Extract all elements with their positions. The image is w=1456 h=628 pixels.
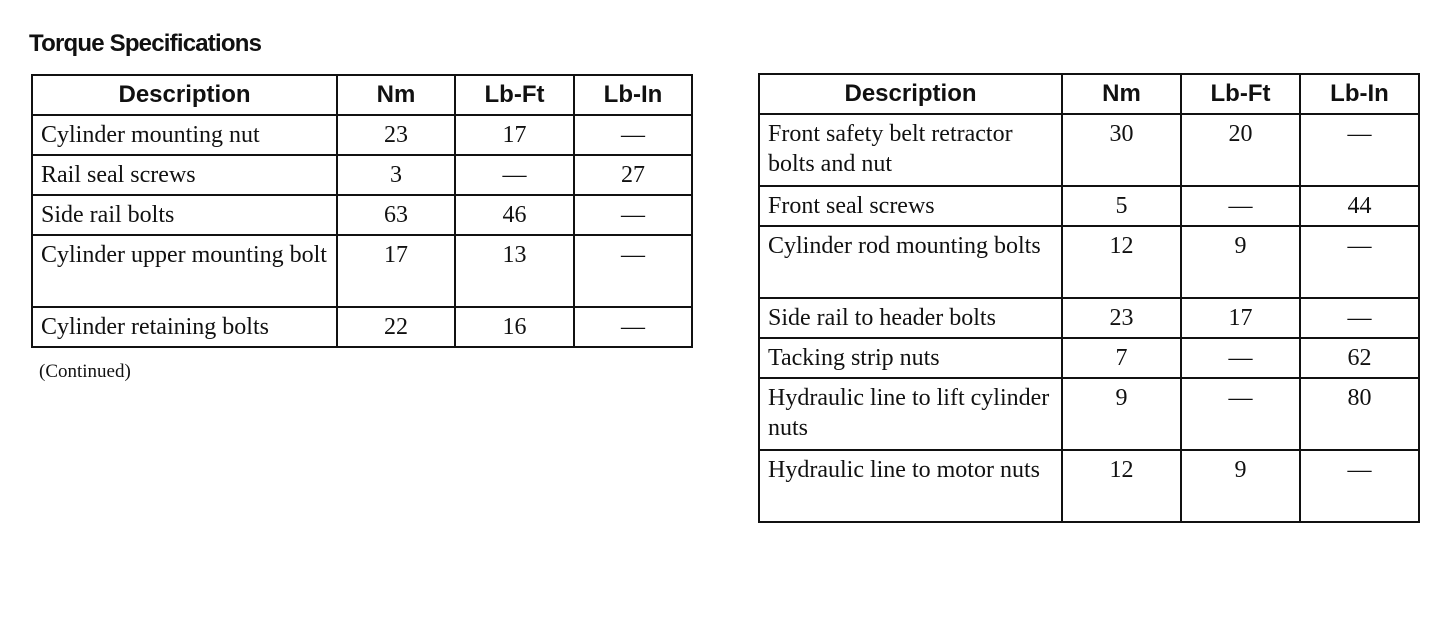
cell-lb-in: 62 bbox=[1300, 338, 1419, 378]
cell-nm: 30 bbox=[1062, 114, 1181, 186]
cell-lb-in: — bbox=[1300, 450, 1419, 522]
cell-description: Cylinder upper mounting bolt bbox=[32, 235, 337, 307]
cell-nm: 5 bbox=[1062, 186, 1181, 226]
cell-lb-ft: 13 bbox=[455, 235, 574, 307]
table-row bbox=[759, 378, 1419, 450]
header-row bbox=[32, 75, 692, 115]
header-row bbox=[759, 74, 1419, 114]
cell-lb-ft: 9 bbox=[1181, 450, 1300, 522]
continued-note: (Continued) bbox=[39, 361, 131, 382]
table-row bbox=[32, 115, 692, 155]
table-row bbox=[759, 338, 1419, 378]
cell-lb-ft: 16 bbox=[455, 307, 574, 347]
cell-lb-ft: 17 bbox=[455, 115, 574, 155]
page-title: Torque Specifications bbox=[29, 30, 262, 57]
cell-lb-in: 80 bbox=[1300, 378, 1419, 450]
cell-description: Side rail to header bolts bbox=[759, 298, 1062, 338]
cell-nm: 7 bbox=[1062, 338, 1181, 378]
cell-lb-ft: 17 bbox=[1181, 298, 1300, 338]
cell-nm: 12 bbox=[1062, 450, 1181, 522]
cell-nm: 63 bbox=[337, 195, 455, 235]
cell-nm: 12 bbox=[1062, 226, 1181, 298]
cell-lb-in: — bbox=[574, 195, 692, 235]
table-row bbox=[32, 235, 692, 307]
header-lb-in: Lb-In bbox=[574, 75, 692, 115]
table-row bbox=[759, 114, 1419, 186]
cell-lb-ft: 20 bbox=[1181, 114, 1300, 186]
header-lb-ft: Lb-Ft bbox=[1181, 74, 1300, 114]
cell-nm: 9 bbox=[1062, 378, 1181, 450]
table-row bbox=[32, 155, 692, 195]
cell-lb-ft: — bbox=[1181, 186, 1300, 226]
cell-lb-in: — bbox=[1300, 226, 1419, 298]
cell-lb-ft: — bbox=[1181, 338, 1300, 378]
cell-description: Front seal screws bbox=[759, 186, 1062, 226]
table-row bbox=[759, 226, 1419, 298]
cell-lb-ft: 46 bbox=[455, 195, 574, 235]
header-description: Description bbox=[759, 74, 1062, 114]
cell-nm: 22 bbox=[337, 307, 455, 347]
cell-lb-ft: 9 bbox=[1181, 226, 1300, 298]
cell-description: Hydraulic line to motor nuts bbox=[759, 450, 1062, 522]
cell-lb-in: 27 bbox=[574, 155, 692, 195]
cell-nm: 23 bbox=[1062, 298, 1181, 338]
cell-description: Cylinder rod mounting bolts bbox=[759, 226, 1062, 298]
header-lb-ft: Lb-Ft bbox=[455, 75, 574, 115]
torque-table-right bbox=[758, 73, 1420, 523]
cell-description: Tacking strip nuts bbox=[759, 338, 1062, 378]
header-description: Description bbox=[32, 75, 337, 115]
cell-description: Cylinder mounting nut bbox=[32, 115, 337, 155]
cell-lb-ft: — bbox=[1181, 378, 1300, 450]
cell-lb-in: — bbox=[574, 115, 692, 155]
cell-lb-ft: — bbox=[455, 155, 574, 195]
cell-lb-in: — bbox=[574, 307, 692, 347]
cell-description: Side rail bolts bbox=[32, 195, 337, 235]
table-row bbox=[759, 298, 1419, 338]
table-row bbox=[32, 195, 692, 235]
table-row bbox=[32, 307, 692, 347]
header-nm: Nm bbox=[337, 75, 455, 115]
header-lb-in: Lb-In bbox=[1300, 74, 1419, 114]
cell-lb-in: — bbox=[1300, 298, 1419, 338]
cell-nm: 23 bbox=[337, 115, 455, 155]
cell-lb-in: 44 bbox=[1300, 186, 1419, 226]
table-row bbox=[759, 186, 1419, 226]
cell-description: Cylinder retaining bolts bbox=[32, 307, 337, 347]
table-row bbox=[759, 450, 1419, 522]
cell-description: Front safety belt retractor bolts and nut bbox=[759, 114, 1062, 186]
cell-lb-in: — bbox=[1300, 114, 1419, 186]
cell-description: Hydraulic line to lift cylinder nuts bbox=[759, 378, 1062, 450]
cell-nm: 17 bbox=[337, 235, 455, 307]
cell-nm: 3 bbox=[337, 155, 455, 195]
header-nm: Nm bbox=[1062, 74, 1181, 114]
cell-lb-in: — bbox=[574, 235, 692, 307]
torque-table-left bbox=[31, 74, 693, 348]
cell-description: Rail seal screws bbox=[32, 155, 337, 195]
